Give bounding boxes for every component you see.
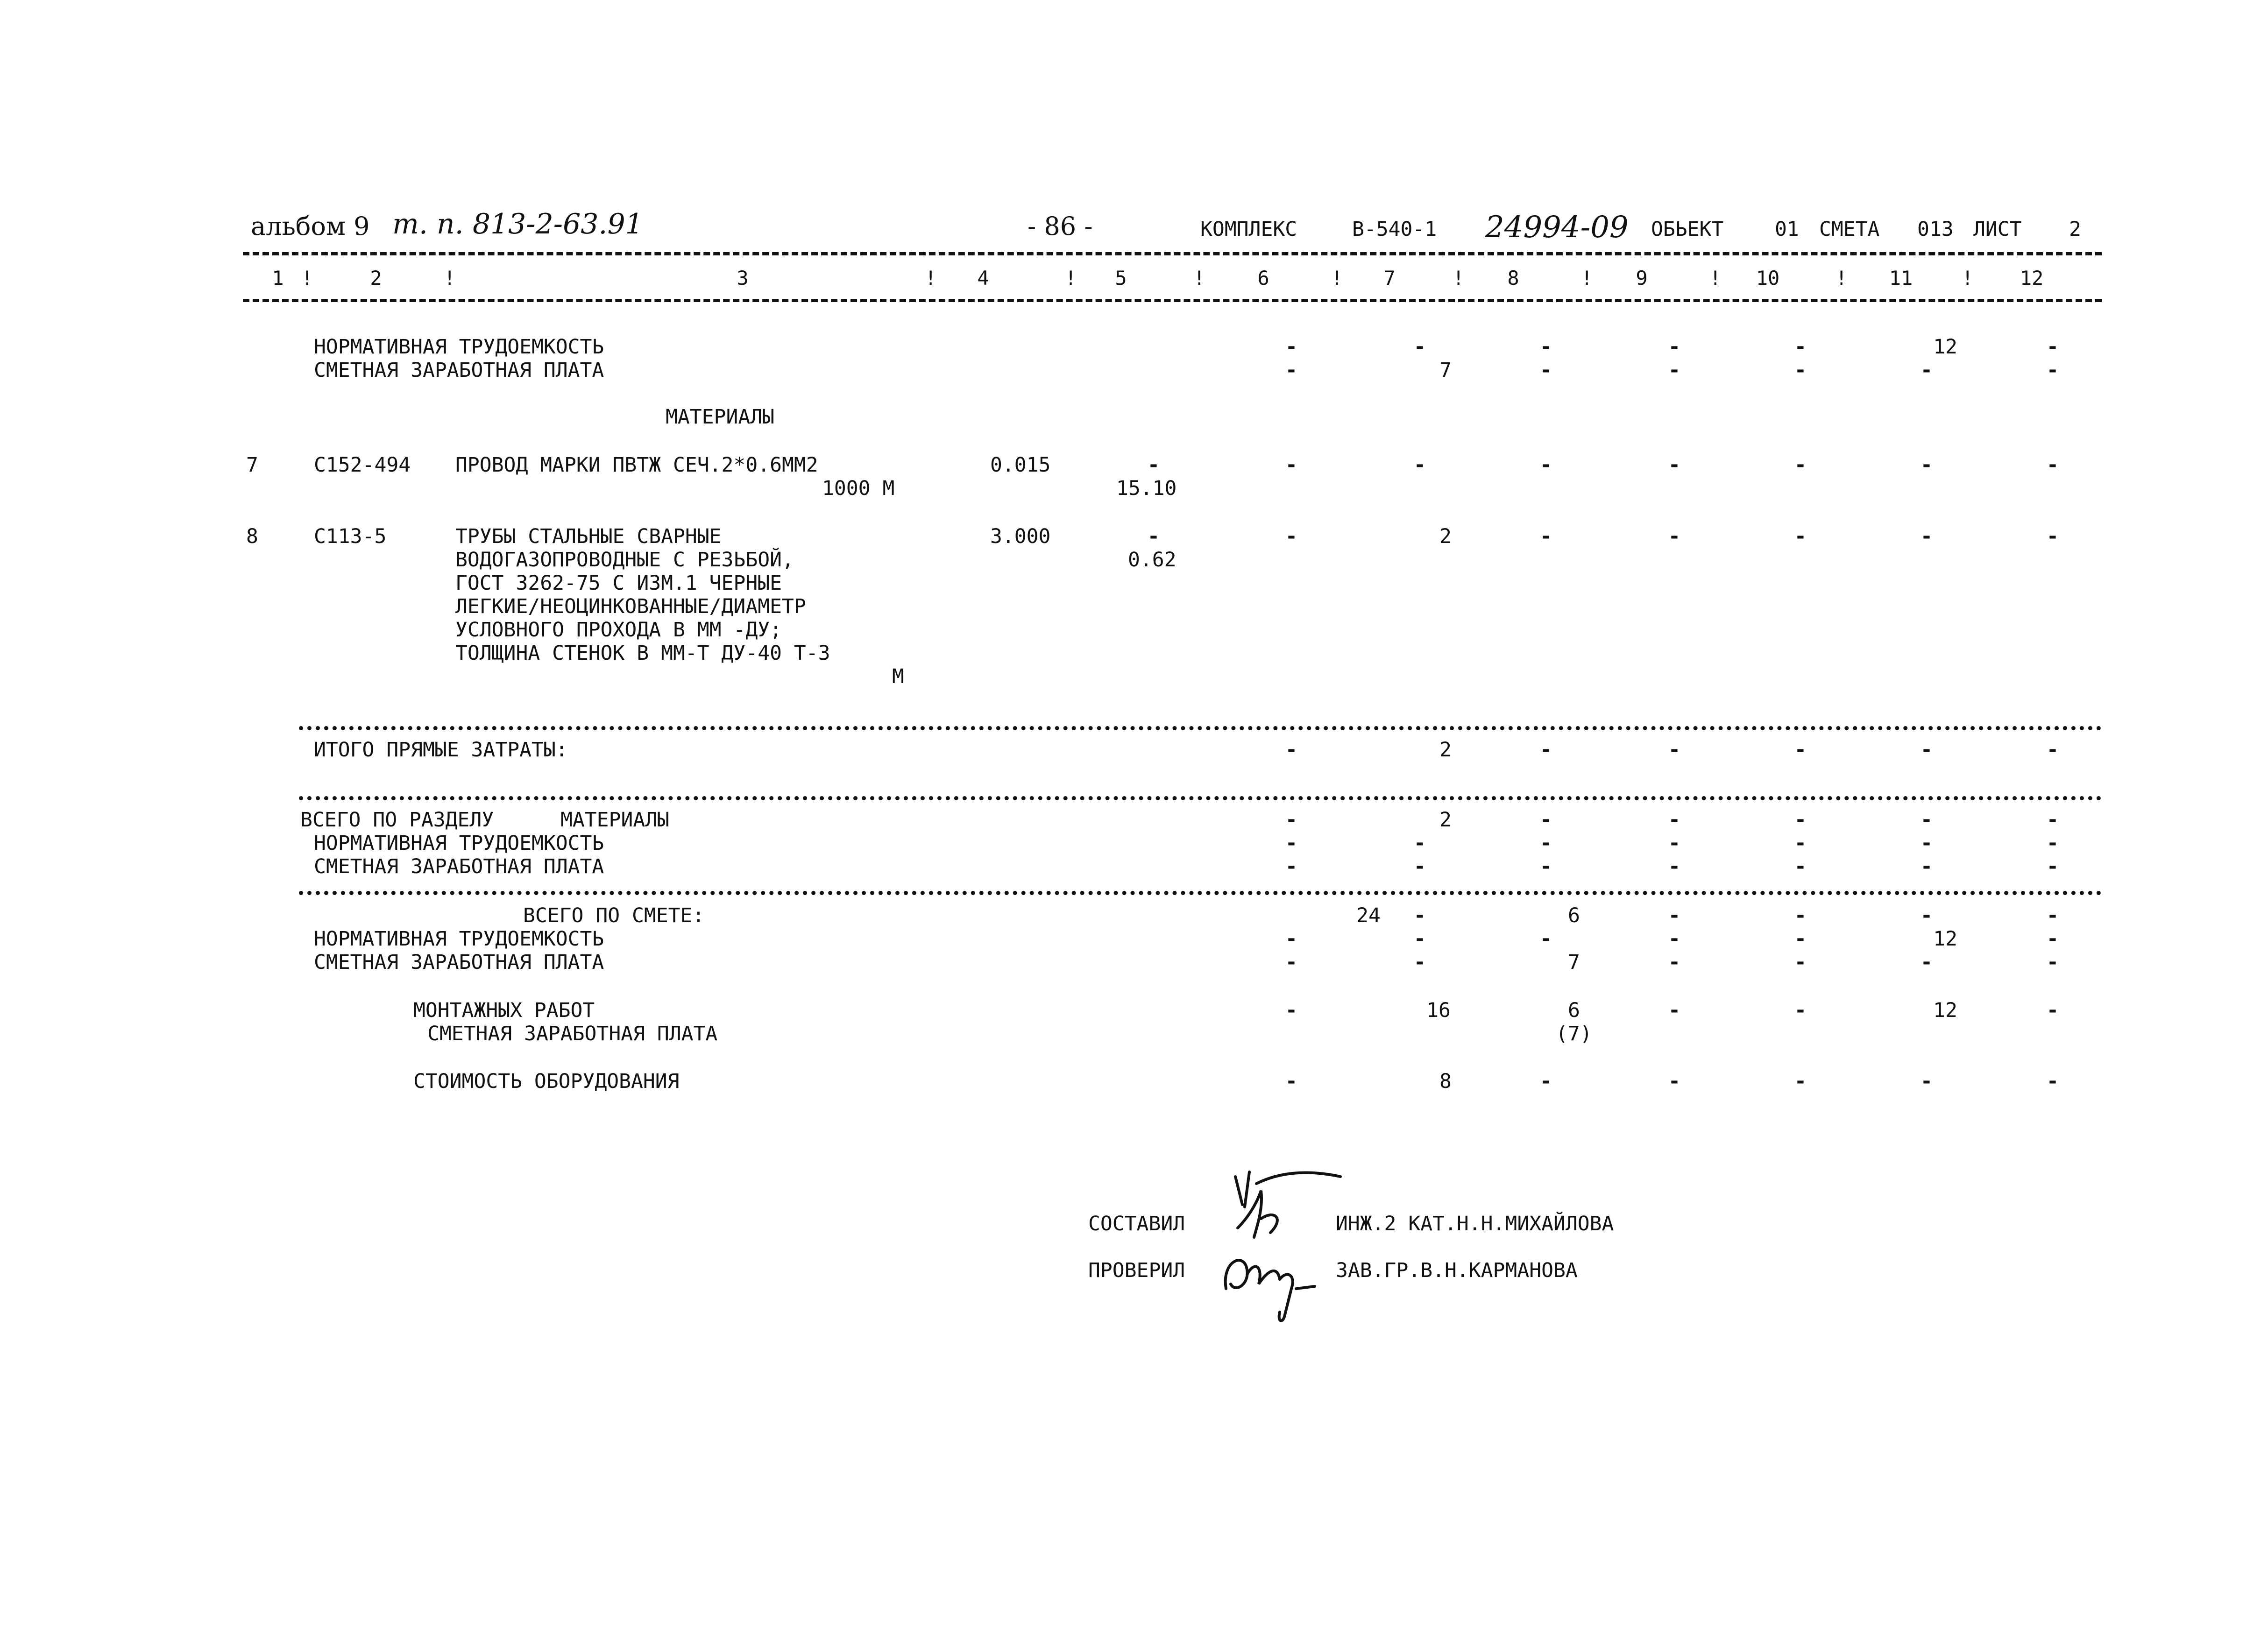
- value-cell: -: [1921, 951, 1933, 974]
- col-num-1: 1: [272, 267, 284, 289]
- value-cell: -: [2047, 999, 2059, 1022]
- value-cell: -: [2047, 951, 2059, 974]
- value-cell: -: [1668, 855, 1680, 878]
- col-num-7: 7: [1383, 267, 1396, 289]
- value-cell: -: [2047, 738, 2059, 762]
- checked-signature: [1203, 1233, 1338, 1326]
- value-cell: -: [1285, 1070, 1297, 1093]
- value-cell: -: [1921, 738, 1933, 762]
- value-cell: -: [1794, 904, 1807, 927]
- value-cell: -: [1285, 453, 1297, 477]
- smeta-total-label: ВСЕГО ПО СМЕТЕ:: [523, 904, 705, 927]
- item-price-dash: -: [1148, 525, 1160, 548]
- col-sep: !: [1581, 267, 1593, 289]
- album-label: альбом 9: [251, 212, 370, 241]
- compiled-by: ИНЖ.2 КАТ.Н.Н.МИХАЙЛОВА: [1336, 1212, 1614, 1235]
- handwritten-number: 24994-09: [1485, 210, 1629, 245]
- value-cell: -: [1794, 951, 1807, 974]
- value-cell: 8: [1439, 1070, 1452, 1093]
- value-cell: -: [1921, 904, 1933, 927]
- value-cell: -: [1668, 832, 1680, 855]
- value-cell: -: [1921, 525, 1933, 548]
- col-num-11: 11: [1889, 267, 1913, 289]
- montazh-label: МОНТАЖНЫХ РАБОТ: [413, 999, 595, 1022]
- object-number: 01: [1775, 218, 1799, 241]
- dotted-rule: [299, 796, 2102, 800]
- col-sep: !: [444, 267, 456, 289]
- smeta-number: 013: [1917, 218, 1954, 241]
- value-cell: 2: [1439, 738, 1452, 762]
- value-cell: -: [2047, 855, 2059, 878]
- value-cell: -: [1668, 904, 1680, 927]
- col-sep: !: [1453, 267, 1465, 289]
- value-cell: -: [1668, 927, 1680, 951]
- col-num-5: 5: [1115, 267, 1127, 289]
- item-code: С113-5: [314, 525, 387, 548]
- value-cell: -: [1414, 855, 1426, 878]
- value-cell: 7: [1439, 359, 1452, 382]
- col-num-9: 9: [1636, 267, 1648, 289]
- value-cell: -: [1414, 927, 1426, 951]
- equipment-label: СТОИМОСТЬ ОБОРУДОВАНИЯ: [413, 1070, 680, 1093]
- value-cell: -: [1414, 832, 1426, 855]
- value-cell: -: [1668, 951, 1680, 974]
- header-rule-top: [243, 252, 2102, 255]
- value-cell: -: [1668, 453, 1680, 477]
- value-cell: -: [1668, 525, 1680, 548]
- col-num-2: 2: [370, 267, 382, 289]
- value-cell: -: [1794, 808, 1807, 832]
- value-cell: 16: [1426, 999, 1451, 1022]
- value-cell: -: [1794, 525, 1807, 548]
- value-cell: 12: [1933, 999, 1957, 1022]
- value-cell: -: [1414, 951, 1426, 974]
- col-sep: !: [1065, 267, 1077, 289]
- value-cell: 24: [1356, 904, 1381, 927]
- complex-code: В-540-1: [1352, 218, 1437, 241]
- value-cell: -: [1794, 999, 1807, 1022]
- value-cell: -: [2047, 808, 2059, 832]
- col-num-8: 8: [1507, 267, 1519, 289]
- value-cell: -: [1540, 832, 1552, 855]
- value-cell: -: [1668, 335, 1680, 359]
- value-cell: -: [1794, 855, 1807, 878]
- complex-label: КОМПЛЕКС: [1200, 218, 1297, 241]
- value-cell: -: [1921, 855, 1933, 878]
- object-label: ОБЬЕКТ: [1651, 218, 1724, 241]
- value-cell: -: [1540, 359, 1552, 382]
- value-cell: -: [1794, 335, 1807, 359]
- item-name-line: УСЛОВНОГО ПРОХОДА В ММ -ДУ;: [455, 618, 782, 642]
- checked-label: ПРОВЕРИЛ: [1088, 1259, 1185, 1282]
- value-cell: -: [2047, 904, 2059, 927]
- value-cell: -: [1285, 359, 1297, 382]
- item-quantity: 3.000: [990, 525, 1051, 548]
- value-cell: -: [2047, 1070, 2059, 1093]
- razdel-label: ВСЕГО ПО РАЗДЕЛУ: [300, 808, 494, 832]
- item-quantity: 0.015: [990, 453, 1051, 477]
- top-wage-label: СМЕТНАЯ ЗАРАБОТНАЯ ПЛАТА: [314, 359, 604, 382]
- list-label: ЛИСТ: [1973, 218, 2022, 241]
- item-price: 15.10: [1116, 477, 1177, 500]
- value-cell: -: [1285, 999, 1297, 1022]
- smeta-label: СМЕТА: [1819, 218, 1880, 241]
- value-cell: -: [1285, 808, 1297, 832]
- top-labor-label: НОРМАТИВНАЯ ТРУДОЕМКОСТЬ: [314, 335, 604, 359]
- dotted-rule: [299, 891, 2102, 895]
- value-cell: -: [1285, 832, 1297, 855]
- value-cell: -: [1794, 832, 1807, 855]
- value-cell: -: [2047, 525, 2059, 548]
- value-cell: -: [1285, 951, 1297, 974]
- value-cell: -: [1794, 359, 1807, 382]
- value-cell: -: [1540, 855, 1552, 878]
- value-cell: 12: [1933, 927, 1957, 951]
- header-rule-bottom: [243, 299, 2102, 302]
- razdel-label-materials: МАТЕРИАЛЫ: [560, 808, 669, 832]
- value-cell: -: [1540, 335, 1552, 359]
- razdel-wage-label: СМЕТНАЯ ЗАРАБОТНАЯ ПЛАТА: [314, 855, 604, 878]
- value-cell: -: [1414, 904, 1426, 927]
- col-num-10: 10: [1756, 267, 1780, 289]
- col-num-4: 4: [977, 267, 989, 289]
- item-unit: М: [892, 665, 904, 688]
- item-number: 8: [246, 525, 258, 548]
- value-cell: 7: [1568, 951, 1580, 974]
- value-cell: -: [1921, 359, 1933, 382]
- value-cell: -: [1668, 1070, 1680, 1093]
- value-cell: -: [1414, 335, 1426, 359]
- value-cell: 12: [1933, 335, 1957, 359]
- value-cell: -: [1668, 999, 1680, 1022]
- value-cell: -: [1540, 738, 1552, 762]
- value-cell: -: [1668, 738, 1680, 762]
- value-cell: -: [1285, 927, 1297, 951]
- value-cell: -: [1794, 738, 1807, 762]
- value-cell: -: [1414, 453, 1426, 477]
- col-sep: !: [1193, 267, 1205, 289]
- value-cell: -: [1921, 1070, 1933, 1093]
- value-cell: -: [1285, 335, 1297, 359]
- value-cell: -: [1540, 927, 1552, 951]
- value-cell: (7): [1556, 1022, 1592, 1045]
- value-cell: -: [1285, 738, 1297, 762]
- col-num-3: 3: [737, 267, 749, 289]
- item-name-line: ВОДОГАЗОПРОВОДНЫЕ С РЕЗЬБОЙ,: [455, 548, 794, 572]
- value-cell: -: [1668, 808, 1680, 832]
- col-sep: !: [1709, 267, 1722, 289]
- col-sep: !: [925, 267, 937, 289]
- value-cell: 6: [1568, 999, 1580, 1022]
- smeta-labor-label: НОРМАТИВНАЯ ТРУДОЕМКОСТЬ: [314, 927, 604, 951]
- value-cell: -: [1540, 525, 1552, 548]
- value-cell: -: [1540, 808, 1552, 832]
- dotted-rule: [299, 726, 2102, 730]
- col-num-12: 12: [2020, 267, 2044, 289]
- value-cell: -: [1540, 1070, 1552, 1093]
- value-cell: -: [1794, 453, 1807, 477]
- col-sep: !: [1962, 267, 1974, 289]
- item-name-line: ГОСТ 3262-75 С ИЗМ.1 ЧЕРНЫЕ: [455, 572, 782, 595]
- itogo-label: ИТОГО ПРЯМЫЕ ЗАТРАТЫ:: [314, 738, 568, 762]
- item-code: С152-494: [314, 453, 411, 477]
- col-sep: !: [301, 267, 313, 289]
- value-cell: 6: [1568, 904, 1580, 927]
- montazh-wage-label: СМЕТНАЯ ЗАРАБОТНАЯ ПЛАТА: [427, 1022, 718, 1045]
- compiled-label: СОСТАВИЛ: [1088, 1212, 1185, 1235]
- value-cell: -: [1921, 453, 1933, 477]
- checked-by: ЗАВ.ГР.В.Н.КАРМАНОВА: [1336, 1259, 1578, 1282]
- tp-number: т. п. 813-2-63.91: [392, 208, 643, 240]
- value-cell: -: [1921, 808, 1933, 832]
- value-cell: -: [1794, 927, 1807, 951]
- value-cell: -: [2047, 335, 2059, 359]
- value-cell: 2: [1439, 525, 1452, 548]
- page-number: - 86 -: [1028, 212, 1093, 241]
- col-num-6: 6: [1257, 267, 1269, 289]
- col-sep: !: [1836, 267, 1848, 289]
- razdel-labor-label: НОРМАТИВНАЯ ТРУДОЕМКОСТЬ: [314, 832, 604, 855]
- value-cell: -: [1285, 525, 1297, 548]
- item-name: ПРОВОД МАРКИ ПВТЖ СЕЧ.2*0.6ММ2: [455, 453, 818, 477]
- value-cell: -: [2047, 359, 2059, 382]
- item-name-line: ЛЕГКИЕ/НЕОЦИНКОВАННЫЕ/ДИАМЕТР: [455, 595, 806, 618]
- item-name-line: ТОЛЩИНА СТЕНОК В ММ-Т ДУ-40 Т-3: [455, 642, 830, 665]
- item-price: 0.62: [1128, 548, 1177, 572]
- smeta-wage-label: СМЕТНАЯ ЗАРАБОТНАЯ ПЛАТА: [314, 951, 604, 974]
- value-cell: -: [1921, 832, 1933, 855]
- item-price-dash: -: [1148, 453, 1160, 477]
- item-number: 7: [246, 453, 258, 477]
- item-name-line: ТРУБЫ СТАЛЬНЫЕ СВАРНЫЕ: [455, 525, 722, 548]
- section-title: МАТЕРИАЛЫ: [666, 405, 774, 429]
- item-unit: 1000 М: [822, 477, 895, 500]
- value-cell: 2: [1439, 808, 1452, 832]
- value-cell: -: [1285, 855, 1297, 878]
- col-sep: !: [1331, 267, 1343, 289]
- value-cell: -: [1540, 453, 1552, 477]
- list-number: 2: [2069, 218, 2081, 241]
- value-cell: -: [2047, 832, 2059, 855]
- value-cell: -: [1668, 359, 1680, 382]
- value-cell: -: [2047, 453, 2059, 477]
- value-cell: -: [2047, 927, 2059, 951]
- value-cell: -: [1794, 1070, 1807, 1093]
